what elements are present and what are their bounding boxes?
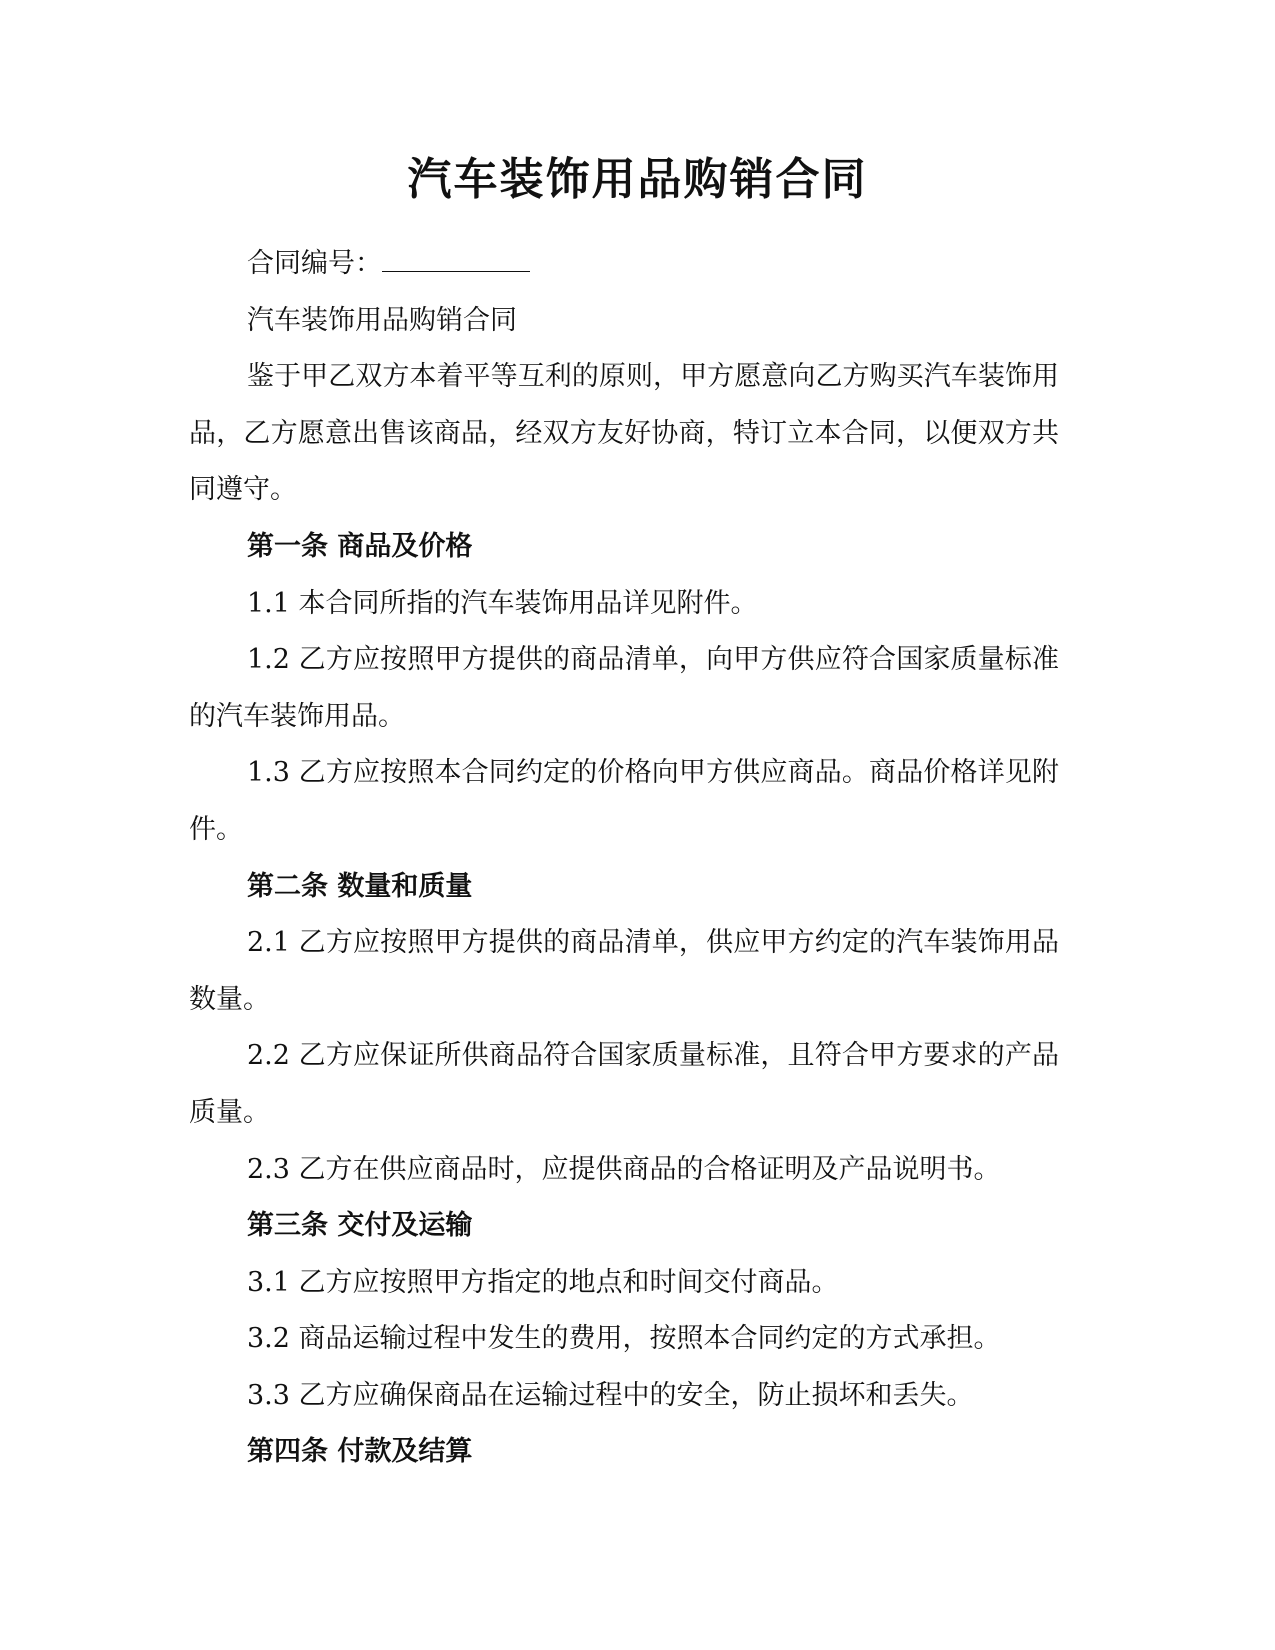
section-heading-3: 第三条 交付及运输	[247, 1210, 473, 1242]
clause-3-3: 3.3 乙方应确保商品在运输过程中的安全，防止损坏和丢失。	[247, 1379, 974, 1411]
contract-number-line	[189, 236, 1059, 293]
document-body	[189, 236, 1059, 1481]
clause-1-3: 1.3 乙方应按照本合同约定的价格向甲方供应商品。商品价格详见附件。	[189, 757, 1059, 845]
contract-number-label: 合同编号：	[247, 248, 382, 279]
clause-3-2: 3.2 商品运输过程中发生的费用，按照本合同约定的方式承担。	[247, 1323, 1001, 1355]
clause-2-3: 2.3 乙方在供应商品时，应提供商品的合格证明及产品说明书。	[247, 1153, 1001, 1185]
clause-2-1: 2.1 乙方应按照甲方提供的商品清单，供应甲方约定的汽车装饰用品数量。	[189, 927, 1059, 1015]
document-title: 汽车装饰用品购销合同	[407, 154, 868, 205]
document-subtitle: 汽车装饰用品购销合同	[247, 304, 517, 336]
clause-1-2: 1.2 乙方应按照甲方提供的商品清单，向甲方供应符合国家质量标准的汽车装饰用品。	[189, 644, 1059, 732]
section-heading-4: 第四条 付款及结算	[247, 1436, 473, 1468]
clause-3-1: 3.1 乙方应按照甲方指定的地点和时间交付商品。	[247, 1266, 839, 1298]
section-heading-1: 第一条 商品及价格	[247, 530, 473, 562]
preamble-paragraph: 鉴于甲乙双方本着平等互利的原则，甲方愿意向乙方购买汽车装饰用品，乙方愿意出售该商品，经双方友好协商，特订立本合同，以便双方共同遵守。	[189, 361, 1059, 506]
section-heading-2: 第二条 数量和质量	[247, 870, 473, 902]
clause-1-1: 1.1 本合同所指的汽车装饰用品详见附件。	[247, 587, 758, 619]
contract-number-blank	[382, 249, 530, 272]
clause-2-2: 2.2 乙方应保证所供商品符合国家质量标准，且符合甲方要求的产品质量。	[189, 1040, 1059, 1128]
